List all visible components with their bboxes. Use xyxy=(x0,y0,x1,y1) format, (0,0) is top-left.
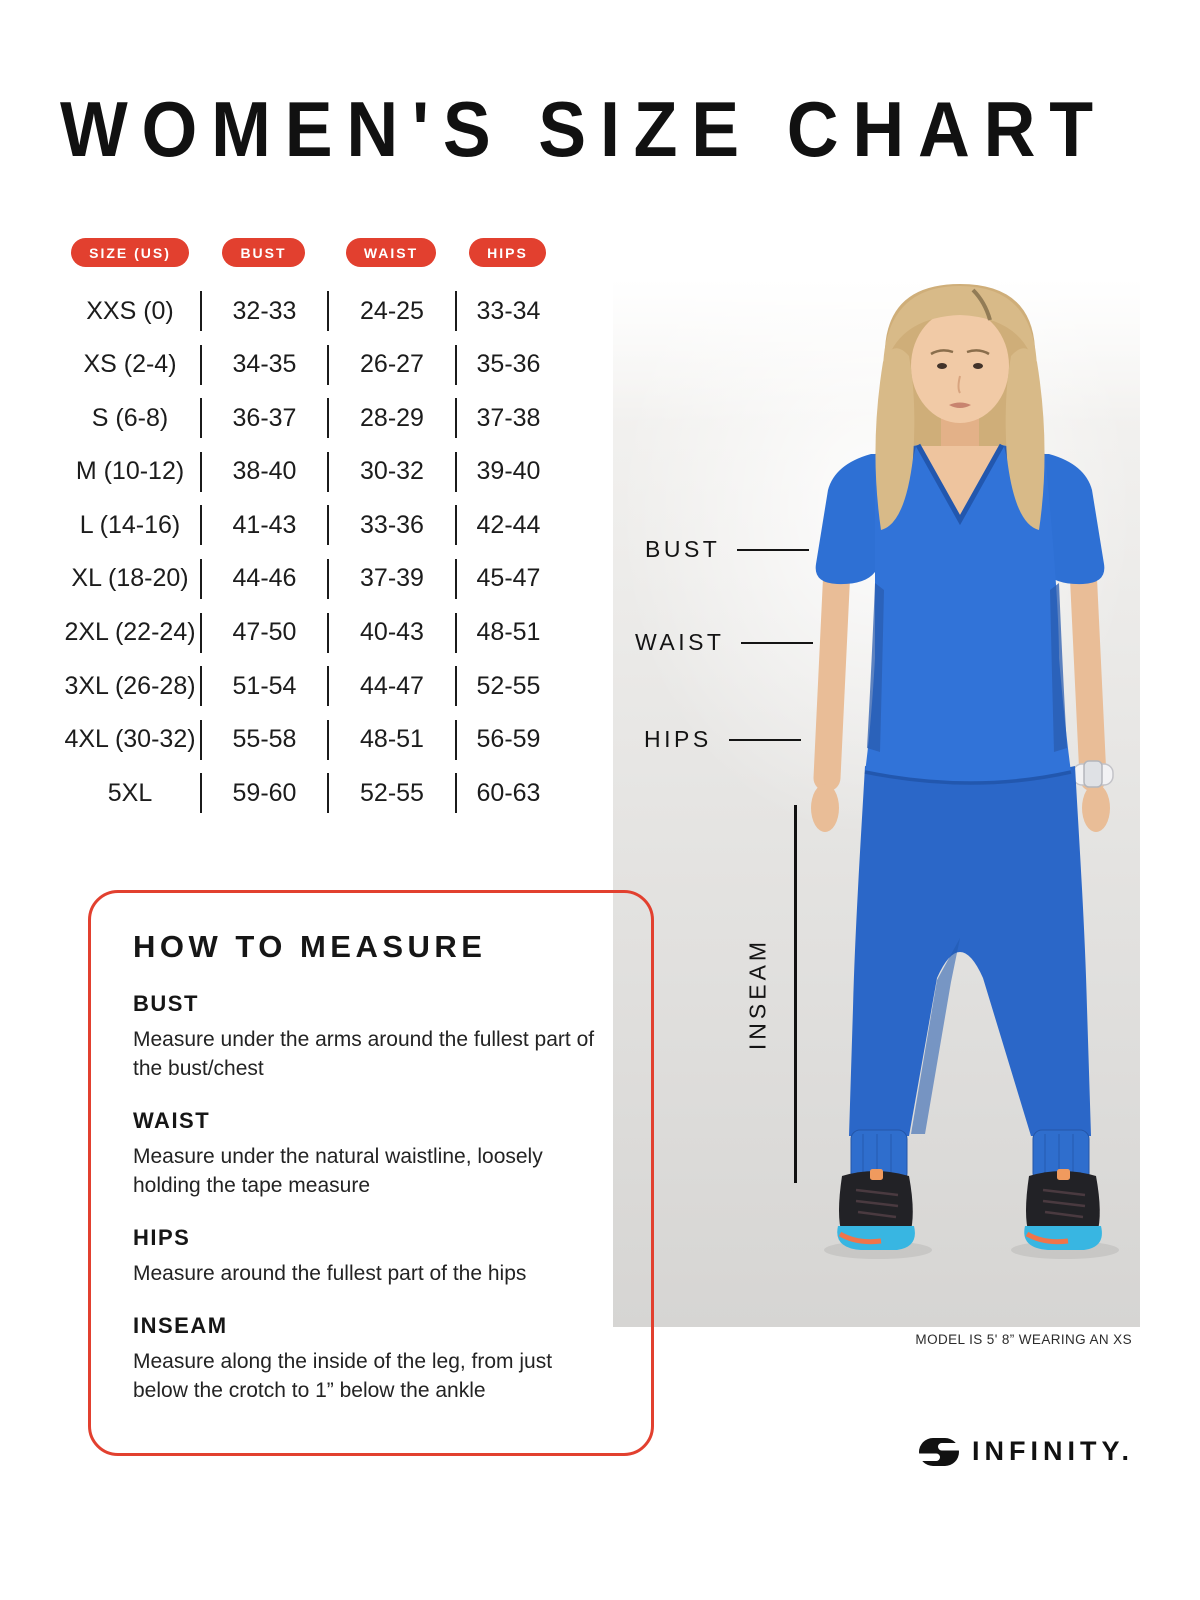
bust-annotation xyxy=(645,536,809,563)
hips-cell: 56-59 xyxy=(455,720,560,760)
waist-cell: 52-55 xyxy=(327,773,455,813)
size-cell: 4XL (30-32) xyxy=(64,725,196,754)
size-cell: 2XL (22-24) xyxy=(64,618,196,647)
waist-annotation xyxy=(635,629,813,656)
measure-section-label: INSEAM xyxy=(133,1312,228,1338)
size-cell: M (10-12) xyxy=(75,457,185,486)
size-cell: XXS (0) xyxy=(86,296,174,325)
measure-section-text: Measure under the natural waistline, loosely holding the tape measure xyxy=(133,1144,543,1197)
waist-cell: 37-39 xyxy=(327,559,455,599)
bust-cell: 59-60 xyxy=(200,773,327,813)
page-title: WOMEN'S SIZE CHART xyxy=(60,85,1107,173)
measure-section-label: BUST xyxy=(133,991,199,1016)
model-caption: MODEL IS 5' 8” WEARING AN XS xyxy=(915,1332,1132,1347)
waist-cell: 28-29 xyxy=(327,398,455,438)
table-row xyxy=(60,559,560,599)
bust-annotation-label: BUST xyxy=(645,536,721,562)
inseam-pointer-line xyxy=(794,805,797,1183)
measure-section-text: Measure under the arms around the fullest part of the bust/chest xyxy=(133,1028,595,1080)
waist-pointer-line xyxy=(741,642,813,644)
measure-section-hips xyxy=(133,1225,611,1289)
waist-cell: 44-47 xyxy=(327,666,455,706)
table-row xyxy=(60,773,560,813)
measure-section-waist xyxy=(133,1108,611,1201)
measure-section-label: WAIST xyxy=(133,1107,211,1133)
measure-section-inseam xyxy=(133,1313,611,1406)
bust-pointer-line xyxy=(737,549,809,551)
waist-cell: 33-36 xyxy=(327,505,455,545)
hips-annotation xyxy=(644,726,801,753)
hips-cell: 39-40 xyxy=(455,452,560,492)
measure-section-text: Measure around the fullest part of the hips xyxy=(133,1261,527,1285)
hips-cell: 35-36 xyxy=(455,345,560,385)
table-row xyxy=(60,613,560,653)
table-row xyxy=(60,666,560,706)
size-cell: XL (18-20) xyxy=(71,564,189,593)
waist-cell: 48-51 xyxy=(327,720,455,760)
table-row xyxy=(60,291,560,331)
hips-cell: 60-63 xyxy=(455,773,560,813)
size-table xyxy=(60,238,560,827)
hips-cell: 45-47 xyxy=(455,559,560,599)
hips-cell: 42-44 xyxy=(455,505,560,545)
model-photo xyxy=(613,278,1140,1327)
bust-cell: 47-50 xyxy=(200,613,327,653)
how-to-measure-title: HOW TO MEASURE xyxy=(133,929,487,964)
hips-pointer-line xyxy=(729,739,801,741)
bust-cell: 55-58 xyxy=(200,720,327,760)
model-illustration xyxy=(613,278,1140,1327)
size-cell: XS (2-4) xyxy=(83,350,177,379)
waist-cell: 24-25 xyxy=(327,291,455,331)
bust-cell: 41-43 xyxy=(200,505,327,545)
size-cell: L (14-16) xyxy=(79,510,181,539)
table-row xyxy=(60,452,560,492)
measure-section-label: HIPS xyxy=(133,1224,191,1250)
table-row xyxy=(60,505,560,545)
waist-annotation-label: WAIST xyxy=(635,629,725,655)
measure-section-text: Measure along the inside of the leg, from just below the crotch to 1” below the ankle xyxy=(133,1349,553,1402)
brand-wordmark: INFINITY. xyxy=(971,1436,1134,1466)
measure-section-bust xyxy=(133,991,611,1084)
hips-cell: 48-51 xyxy=(455,613,560,653)
waist-cell: 30-32 xyxy=(327,452,455,492)
bust-cell: 38-40 xyxy=(200,452,327,492)
bust-cell: 36-37 xyxy=(200,398,327,438)
hips-cell: 52-55 xyxy=(455,666,560,706)
bust-cell: 51-54 xyxy=(200,666,327,706)
header-pill-bust: BUST xyxy=(222,238,304,267)
size-table-header xyxy=(60,238,560,267)
infinity-loop-icon xyxy=(918,1437,960,1467)
waist-cell: 26-27 xyxy=(327,345,455,385)
hips-cell: 37-38 xyxy=(455,398,560,438)
table-row xyxy=(60,345,560,385)
header-pill-hips: HIPS xyxy=(469,238,546,267)
bust-cell: 44-46 xyxy=(200,559,327,599)
table-row xyxy=(60,720,560,760)
header-pill-size: SIZE (US) xyxy=(71,238,189,267)
inseam-annotation-label: INSEAM xyxy=(744,937,771,1051)
brand-logo xyxy=(918,1436,1134,1467)
size-cell: S (6-8) xyxy=(91,403,169,432)
header-pill-waist: WAIST xyxy=(346,238,436,267)
hips-cell: 33-34 xyxy=(455,291,560,331)
size-cell: 5XL xyxy=(107,778,153,807)
how-to-measure-box xyxy=(88,890,654,1456)
table-row xyxy=(60,398,560,438)
size-cell: 3XL (26-28) xyxy=(64,671,196,700)
waist-cell: 40-43 xyxy=(327,613,455,653)
bust-cell: 32-33 xyxy=(200,291,327,331)
hips-annotation-label: HIPS xyxy=(644,726,712,752)
bust-cell: 34-35 xyxy=(200,345,327,385)
